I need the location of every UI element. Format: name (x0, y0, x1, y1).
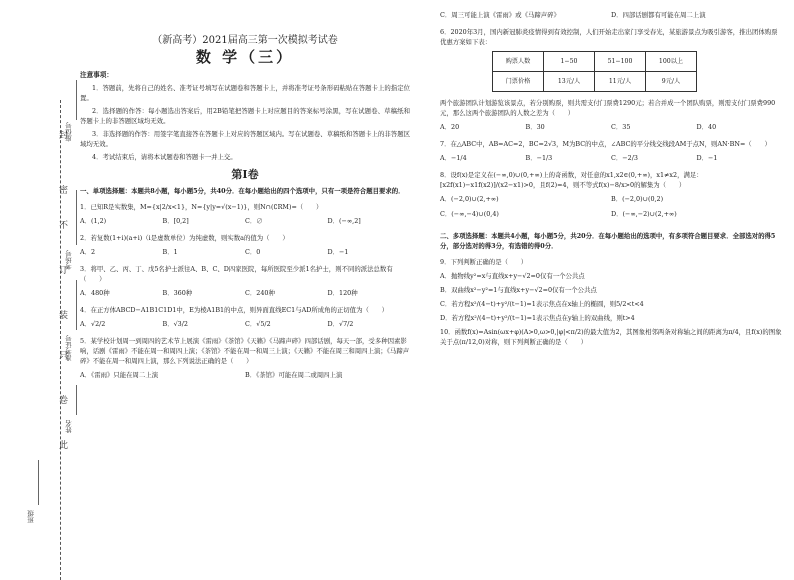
option: C．35 (611, 123, 631, 131)
option: B．(−2,0)∪(0,2) (611, 195, 664, 203)
table-cell: 13元/人 (544, 72, 595, 92)
section-two-heading: 二、多项选择题：本题共4小题，每小题5分，共20分．在每小题给出的选项中，有多项符合题目要求．全部选对的得5分，部分选对的得3分，有选错的得0分． (440, 232, 776, 250)
option: B．−1/3 (525, 154, 553, 162)
table-row (493, 52, 697, 72)
seal-line (60, 100, 61, 580)
left-column (80, 36, 410, 387)
option: D．−1 (696, 154, 718, 162)
option: C．若方程x²/(4−t)+y²/(t−1)=1表示焦点在x轴上的椭圆，则5/2<t<4 (440, 300, 644, 308)
option: B．《茶馆》可能在周二或周四上演 (245, 371, 343, 379)
seal-char: 卷 (57, 395, 67, 404)
question-8: 8．设f(x)是定义在(−∞,0)∪(0,+∞)上的奇函数，对任意的x1,x2∈(0,+∞)，x1≠x2，满足：[x2f(x1)−x1f(x2)]/(x2−x1)>0，且f(2)=4，则不等式f(x)−8/x>0的解集为（ ） (440, 171, 703, 189)
seal-char: 只 (57, 350, 67, 359)
question-9: 9．下列判断正确的是（ ） (440, 258, 528, 266)
seal-char: 装 (57, 310, 67, 319)
table-cell: 9元/人 (646, 72, 697, 92)
question-5-options (80, 370, 410, 380)
option: D．√7/2 (327, 320, 354, 328)
option: B．360种 (162, 289, 193, 297)
table-cell: 51−100 (595, 52, 646, 72)
question-2: 2．若复数(1+i)(a+i)（i是虚数单位）为纯虚数，则实数a的值为（ ） (80, 234, 289, 242)
table-cell: 100以上 (646, 52, 697, 72)
option: B．[0,2] (162, 217, 189, 225)
table-cell: 门票价格 (493, 72, 544, 92)
ticket-price-table (492, 51, 697, 92)
option: A．(1,2) (80, 217, 107, 225)
question-5: 5．某学校计划周一到周四的艺术节上展演《雷雨》《茶馆》《天籁》《马蹄声碎》四部话剧，每天一部，受多种因素影响，话剧《雷雨》不能在周一和周四上演；《茶馆》不能在周一和周三上演；《天籁》不能在周三和周四上演；《马蹄声碎》不能在周一和周四上演，那么下列说法正确的是（ ） (80, 337, 410, 365)
question-1-options (80, 216, 410, 226)
option: A．20 (440, 123, 460, 131)
option: C．周三可能上演《雷雨》或《马蹄声碎》 (440, 11, 560, 19)
question-3: 3．将甲、乙、丙、丁、戊5名护士派往A、B、C、D四家医院，每所医院至少派1名护士，则不同的派法总数有（ ） (80, 265, 393, 283)
admission-number-label: 准考证号 (65, 335, 73, 361)
exam-subtitle: 数 学（三） (195, 48, 295, 66)
option: C．0 (245, 248, 261, 256)
seal-char: 不 (57, 220, 67, 229)
option: D．(−∞,2] (327, 217, 361, 225)
option: D．40 (696, 123, 717, 131)
seal-char: 订 (57, 265, 67, 274)
question-8-options (440, 194, 782, 224)
question-2-options (80, 247, 410, 257)
note-item: 3．非选择题的作答：用签字笔直接答在答题卡上对应的答题区域内。写在试题卷、草稿纸和答题卡上的非答题区域均无效。 (80, 130, 410, 148)
option: A．480种 (80, 289, 110, 297)
question-6: 6．2020年3月，国内新冠肺炎疫情得到有效控制，人们开始走出家门享受春光，某旅游景点为吸引游客，推出团体购票优惠方案如下表： (440, 28, 778, 46)
option: C．240种 (245, 289, 275, 297)
option: A．√2/2 (80, 320, 106, 328)
option: D．(−∞,−2)∪(2,+∞) (611, 210, 677, 218)
option: B．√3/2 (162, 320, 188, 328)
option: C．−2/3 (611, 154, 638, 162)
table-cell: 购票人数 (493, 52, 544, 72)
option: D．四部话剧都有可能在周二上演 (611, 11, 706, 19)
option: A．2 (80, 248, 96, 256)
note-item: 4．考试结束后，请将本试题卷和答题卡一并上交。 (92, 153, 237, 161)
binding-strip (6, 40, 76, 550)
admission-number-line (76, 280, 77, 330)
option: A．抛物线y²=x与直线x+y−√2=0仅有一个公共点 (440, 272, 585, 280)
question-3-options (80, 288, 410, 298)
seat-number-label: 座位号 (65, 122, 73, 142)
seal-char: 封 (57, 130, 67, 139)
option: A．(−2,0)∪(2,+∞) (440, 195, 499, 203)
table-cell: 11元/人 (595, 72, 646, 92)
question-5-options-continued (440, 10, 782, 20)
part-one-title: 第Ⅰ卷 (231, 168, 259, 181)
option: B．双曲线x²−y²=1与直线x+y−√2=0仅有一个公共点 (440, 286, 597, 294)
seal-char: 此 (57, 440, 67, 449)
option: A．《雷雨》只能在周二上演 (80, 371, 159, 379)
name-label: 姓名 (65, 420, 73, 433)
question-7-options (440, 153, 782, 163)
exam-room-label: 考场号 (65, 250, 73, 270)
note-item: 2．选择题的作答：每小题选出答案后，用2B铅笔把答题卡上对应题目的答案标号涂黑，写在试题卷、草稿纸和答题卡上的非答题区域均无效。 (80, 107, 410, 125)
question-6-continued: 两个旅游团队计划游览该景点，若分别购票，则共需支付门票费1290元；若合并成一个团队购票，则需支付门票费990元，那么这两个旅游团队的人数之差为（ ） (440, 99, 776, 117)
option: B．1 (162, 248, 178, 256)
question-1: 1．已知R是实数集，M={x|2/x<1}，N={y|y=√(x−1)}，则N∩(∁RM)=（ ） (80, 203, 323, 211)
question-4: 4．在正方体ABCD−A1B1C1D1中，E为棱A1B1的中点，则异面直线EC1与AD所成角的正切值为（ ） (80, 306, 389, 314)
notes-heading: 注意事项： (80, 71, 113, 79)
option: C．√5/2 (245, 320, 271, 328)
section-one-heading: 一、单项选择题：本题共8小题，每小题5分，共40分．在每小题给出的四个选项中，只有一项是符合题目要求的． (80, 187, 405, 195)
table-cell: 1−50 (544, 52, 595, 72)
question-7: 7．在△ABC中，AB=AC=2，BC=2√3，M为BC的中点，∠ABC的平分线交线段AM于点N，则AN·BN=（ ） (440, 140, 771, 148)
exam-room-line (76, 190, 77, 245)
note-item: 1．答题前，先将自己的姓名、准考证号填写在试题卷和答题卡上，并将准考证号条形码粘贴在答题卡上的指定位置。 (80, 84, 410, 102)
class-label: 班级 (27, 510, 35, 523)
seal-char: 密 (57, 185, 67, 194)
option: C．∅ (245, 217, 263, 225)
question-6-options (440, 122, 782, 132)
option: D．−1 (327, 248, 349, 256)
class-line (38, 460, 39, 505)
question-4-options (80, 319, 410, 329)
option: D．120种 (327, 289, 358, 297)
right-column (440, 8, 782, 351)
exam-title: （新高考）2021届高三第一次模拟考试卷 (152, 35, 338, 46)
option: D．若方程x²/(4−t)+y²/(t−1)=1表示焦点在y轴上的双曲线，则t>4 (440, 314, 635, 322)
option: C．(−∞,−4)∪(0,4) (440, 210, 499, 218)
table-row (493, 72, 697, 92)
name-line (76, 385, 77, 415)
option: A．−1/4 (440, 154, 467, 162)
option: B．30 (525, 123, 545, 131)
question-10: 10．函数f(x)=Asin(ωx+φ)(A>0,ω>0,|φ|<π/2)的最大值为2，其图象相邻两条对称轴之间的距离为π/4，且f(x)的图象关于点(π/12,0)对称，则下列判断正确的是（ ） (440, 328, 782, 346)
seat-number-line (76, 80, 77, 120)
